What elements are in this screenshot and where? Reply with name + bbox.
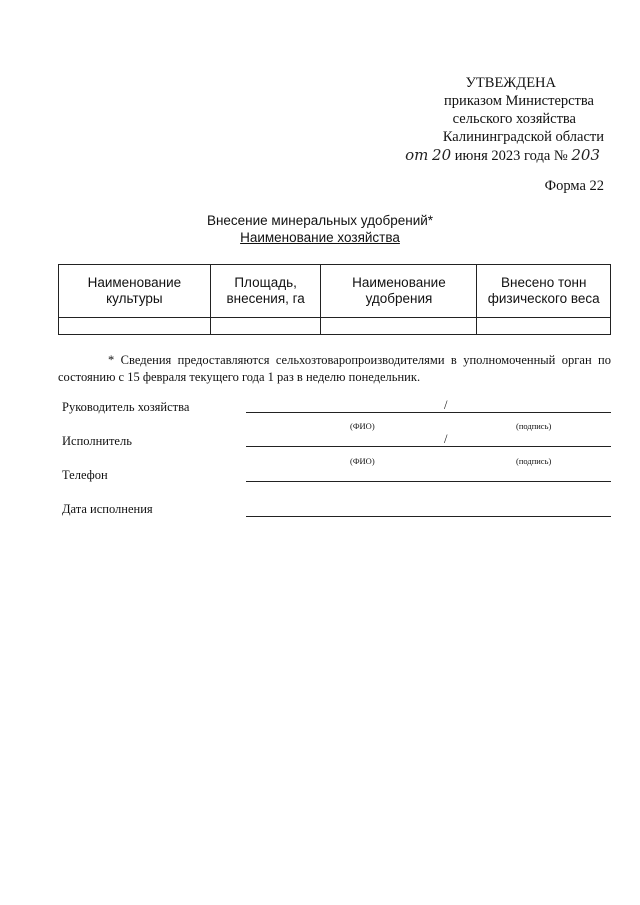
column-header-crop: Наименование культуры: [59, 265, 211, 318]
executor-slash: /: [444, 432, 448, 446]
handwritten-date-prefix: от: [405, 146, 429, 164]
column-header-tonnage: Внесено тонн физического веса: [477, 265, 611, 318]
executor-sign-caption: (подпись): [516, 456, 552, 466]
executor-label: Исполнитель: [62, 434, 132, 448]
approval-date-text: июня 2023 года №: [454, 148, 568, 164]
completion-date-line[interactable]: [246, 516, 611, 517]
footnote-text: * Сведения предоставляются сельхозтоваропроизводителями в уполномоченный орган по состоянию с 15 февраля текущего года 1 раз в неделю понедельник.: [58, 353, 611, 384]
handwritten-day: 20: [432, 146, 452, 164]
table-cell[interactable]: [321, 318, 477, 335]
table-row: [59, 318, 611, 335]
phone-label: Телефон: [62, 468, 108, 482]
approval-stamp: [344, 74, 604, 165]
approval-line: приказом Министерства: [444, 93, 594, 109]
footnote: [58, 352, 611, 386]
form-title-block: [0, 212, 640, 246]
table-cell[interactable]: [210, 318, 321, 335]
head-slash: /: [444, 398, 448, 412]
completion-date-label: Дата исполнения: [62, 502, 153, 516]
table-cell[interactable]: [477, 318, 611, 335]
table-cell[interactable]: [59, 318, 211, 335]
column-header-fertilizer: Наименование удобрения: [321, 265, 477, 318]
column-header-area: Площадь, внесения, га: [210, 265, 321, 318]
approval-line: УТВЕЖДЕНА: [465, 75, 556, 91]
approval-date-line: [344, 146, 604, 165]
form-number: Форма 22: [544, 178, 604, 194]
executor-line[interactable]: [246, 446, 611, 447]
head-of-farm-label: Руководитель хозяйства: [62, 400, 190, 414]
handwritten-order-number: 203: [571, 146, 600, 164]
executor-fio-caption: (ФИО): [350, 456, 375, 466]
phone-line[interactable]: [246, 481, 611, 482]
approval-line: сельского хозяйства: [452, 111, 576, 127]
table-header-row: [59, 265, 611, 318]
head-sign-caption: (подпись): [516, 421, 552, 431]
approval-line: Калининградской области: [442, 129, 604, 145]
form-subtitle: Наименование хозяйства: [240, 230, 400, 245]
form-title: Внесение минеральных удобрений*: [206, 213, 434, 228]
head-of-farm-line[interactable]: [246, 412, 611, 413]
head-fio-caption: (ФИО): [350, 421, 375, 431]
fertilizer-table: [58, 264, 611, 335]
